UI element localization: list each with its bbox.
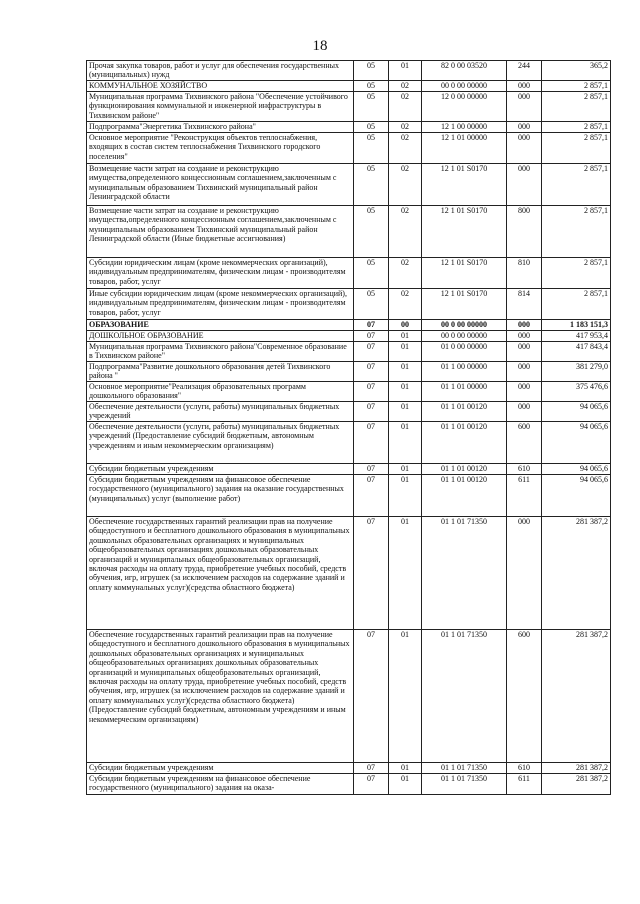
cell-name: Прочая закупка товаров, работ и услуг для обеспечения государственных (муниципальных) нужд [87, 61, 354, 81]
cell-subsection: 01 [389, 517, 422, 630]
cell-expense-type: 000 [507, 81, 542, 92]
cell-name: Основное мероприятие "Реконструкция объектов теплоснабжения, входящих в состав систем теплоснабжения Тихвинского городского поселения" [87, 133, 354, 164]
table-row [87, 81, 611, 92]
cell-expense-type: 610 [507, 763, 542, 774]
cell-amount: 281 387,2 [542, 763, 611, 774]
cell-amount: 2 857,1 [542, 258, 611, 289]
cell-name: Обеспечение государственных гарантий реализации прав на получение общедоступного и бесплатного дошкольного образования в муниципальных дошкольных образовательных организациях и муниципальных общеобразовательных организациях дошкольных образовательных организаций и муниципальных общеобразовательных организаций, включая расходы на оплату труда, приобретение учебных пособий, средств обучения, игр, игрушек (за исключением расходов на содержание зданий и оплату коммунальных услуг)(средства областного бюджета) [87, 517, 354, 630]
cell-subsection: 02 [389, 81, 422, 92]
cell-target-item: 12 0 00 00000 [422, 92, 507, 122]
cell-section: 05 [354, 81, 389, 92]
cell-expense-type: 000 [507, 342, 542, 362]
budget-table [86, 60, 611, 795]
cell-expense-type: 611 [507, 475, 542, 517]
cell-amount: 94 065,6 [542, 475, 611, 517]
cell-name: Обеспечение деятельности (услуги, работы) муниципальных бюджетных учреждений [87, 402, 354, 422]
cell-amount: 417 953,4 [542, 331, 611, 342]
cell-target-item: 01 1 01 00120 [422, 475, 507, 517]
budget-table-body [87, 61, 611, 795]
cell-name: Муниципальная программа Тихвинского района"Современное образование в Тихвинском районе" [87, 342, 354, 362]
cell-target-item: 01 1 01 00000 [422, 382, 507, 402]
cell-subsection: 01 [389, 331, 422, 342]
cell-subsection: 01 [389, 422, 422, 464]
cell-target-item: 00 0 00 00000 [422, 331, 507, 342]
cell-section: 05 [354, 289, 389, 320]
cell-expense-type: 000 [507, 320, 542, 331]
cell-subsection: 01 [389, 362, 422, 382]
cell-expense-type: 000 [507, 92, 542, 122]
cell-section: 07 [354, 382, 389, 402]
cell-subsection: 01 [389, 630, 422, 763]
cell-name: Субсидии юридическим лицам (кроме некоммерческих организаций), индивидуальным предпринимателям, физическим лицам - производителям товаров, работ, услуг [87, 258, 354, 289]
cell-section: 07 [354, 763, 389, 774]
cell-subsection: 02 [389, 258, 422, 289]
cell-subsection: 02 [389, 164, 422, 206]
table-row [87, 164, 611, 206]
cell-amount: 281 387,2 [542, 774, 611, 795]
cell-amount: 2 857,1 [542, 81, 611, 92]
cell-expense-type: 000 [507, 402, 542, 422]
cell-target-item: 01 1 01 00120 [422, 402, 507, 422]
table-row [87, 475, 611, 517]
cell-section: 05 [354, 133, 389, 164]
page-number: 18 [312, 38, 328, 54]
cell-section: 05 [354, 122, 389, 133]
cell-target-item: 01 1 01 71350 [422, 774, 507, 795]
cell-section: 07 [354, 630, 389, 763]
table-row [87, 206, 611, 258]
table-row [87, 763, 611, 774]
cell-subsection: 01 [389, 475, 422, 517]
cell-expense-type: 814 [507, 289, 542, 320]
cell-expense-type: 000 [507, 122, 542, 133]
table-row [87, 92, 611, 122]
cell-subsection: 01 [389, 774, 422, 795]
cell-section: 05 [354, 92, 389, 122]
cell-subsection: 00 [389, 320, 422, 331]
cell-target-item: 01 1 01 71350 [422, 763, 507, 774]
cell-target-item: 12 1 01 S0170 [422, 164, 507, 206]
cell-expense-type: 000 [507, 133, 542, 164]
cell-amount: 2 857,1 [542, 164, 611, 206]
cell-subsection: 01 [389, 763, 422, 774]
cell-name: Подпрограмма"Энергетика Тихвинского района" [87, 122, 354, 133]
cell-expense-type: 800 [507, 206, 542, 258]
cell-target-item: 01 1 01 00120 [422, 422, 507, 464]
table-row [87, 422, 611, 464]
table-row [87, 133, 611, 164]
cell-expense-type: 611 [507, 774, 542, 795]
cell-section: 05 [354, 61, 389, 81]
cell-target-item: 01 1 01 71350 [422, 630, 507, 763]
table-row [87, 630, 611, 763]
cell-target-item: 12 1 01 S0170 [422, 258, 507, 289]
cell-target-item: 12 1 01 S0170 [422, 289, 507, 320]
table-row [87, 342, 611, 362]
cell-amount: 94 065,6 [542, 402, 611, 422]
table-row [87, 382, 611, 402]
cell-expense-type: 600 [507, 422, 542, 464]
cell-target-item: 01 1 01 00120 [422, 464, 507, 475]
cell-target-item: 01 0 00 00000 [422, 342, 507, 362]
cell-section: 07 [354, 464, 389, 475]
cell-target-item: 01 1 00 00000 [422, 362, 507, 382]
cell-section: 07 [354, 342, 389, 362]
cell-amount: 2 857,1 [542, 92, 611, 122]
cell-section: 05 [354, 164, 389, 206]
table-row [87, 464, 611, 475]
cell-section: 07 [354, 320, 389, 331]
cell-amount: 94 065,6 [542, 464, 611, 475]
cell-subsection: 02 [389, 92, 422, 122]
cell-amount: 2 857,1 [542, 122, 611, 133]
cell-amount: 365,2 [542, 61, 611, 81]
cell-amount: 2 857,1 [542, 206, 611, 258]
cell-amount: 381 279,0 [542, 362, 611, 382]
cell-section: 07 [354, 402, 389, 422]
cell-amount: 94 065,6 [542, 422, 611, 464]
cell-name: ОБРАЗОВАНИЕ [87, 320, 354, 331]
cell-name: Субсидии бюджетным учреждениям на финансовое обеспечение государственного (муниципального) задания на оказание государственных (муниципальных) услуг (выполнение работ) [87, 475, 354, 517]
cell-expense-type: 810 [507, 258, 542, 289]
cell-expense-type: 600 [507, 630, 542, 763]
cell-subsection: 02 [389, 206, 422, 258]
cell-name: ДОШКОЛЬНОЕ ОБРАЗОВАНИЕ [87, 331, 354, 342]
table-row [87, 61, 611, 81]
cell-name: Муниципальная программа Тихвинского района "Обеспечение устойчивого функционирования коммунальной и инженерной инфраструктуры в Тихвинском районе" [87, 92, 354, 122]
cell-target-item: 01 1 01 71350 [422, 517, 507, 630]
cell-target-item: 00 0 00 00000 [422, 81, 507, 92]
cell-subsection: 02 [389, 133, 422, 164]
cell-subsection: 01 [389, 402, 422, 422]
cell-name: Обеспечение деятельности (услуги, работы) муниципальных бюджетных учреждений (Предоставление субсидий бюджетным, автономным учреждениям и иным некоммерческим организациям) [87, 422, 354, 464]
cell-section: 07 [354, 774, 389, 795]
cell-expense-type: 610 [507, 464, 542, 475]
cell-section: 05 [354, 206, 389, 258]
table-row [87, 517, 611, 630]
cell-name: Иные субсидии юридическим лицам (кроме некоммерческих организаций), индивидуальным предпринимателям, физическим лицам - производителям товаров, работ, услуг [87, 289, 354, 320]
cell-amount: 2 857,1 [542, 289, 611, 320]
cell-name: Субсидии бюджетным учреждениям на финансовое обеспечение государственного (муниципального) задания на оказа- [87, 774, 354, 795]
cell-expense-type: 000 [507, 382, 542, 402]
table-row [87, 362, 611, 382]
cell-target-item: 12 1 01 00000 [422, 133, 507, 164]
cell-name: Подпрограмма"Развитие дошкольного образования детей Тихвинского района " [87, 362, 354, 382]
cell-section: 07 [354, 517, 389, 630]
table-row [87, 320, 611, 331]
cell-section: 07 [354, 362, 389, 382]
cell-amount: 2 857,1 [542, 133, 611, 164]
cell-section: 07 [354, 475, 389, 517]
cell-name: КОММУНАЛЬНОЕ ХОЗЯЙСТВО [87, 81, 354, 92]
cell-expense-type: 000 [507, 362, 542, 382]
cell-amount: 281 387,2 [542, 517, 611, 630]
cell-name: Возмещение части затрат на создание и реконструкцию имущества,определенного концессионным соглашением,заключенным с муниципальным образованием Тихвинский муниципальный район Ленинградской области (Иные бюджетные ассигнования) [87, 206, 354, 258]
cell-expense-type: 000 [507, 164, 542, 206]
table-row [87, 402, 611, 422]
cell-amount: 375 476,6 [542, 382, 611, 402]
table-row [87, 258, 611, 289]
cell-name: Субсидии бюджетным учреждениям [87, 763, 354, 774]
cell-subsection: 01 [389, 61, 422, 81]
cell-expense-type: 000 [507, 331, 542, 342]
cell-target-item: 12 1 00 00000 [422, 122, 507, 133]
cell-amount: 1 183 151,3 [542, 320, 611, 331]
cell-subsection: 01 [389, 464, 422, 475]
cell-name: Субсидии бюджетным учреждениям [87, 464, 354, 475]
cell-subsection: 01 [389, 382, 422, 402]
cell-expense-type: 000 [507, 517, 542, 630]
cell-subsection: 02 [389, 289, 422, 320]
cell-subsection: 01 [389, 342, 422, 362]
cell-target-item: 00 0 00 00000 [422, 320, 507, 331]
cell-expense-type: 244 [507, 61, 542, 81]
table-row [87, 122, 611, 133]
cell-amount: 281 387,2 [542, 630, 611, 763]
table-row [87, 774, 611, 795]
cell-section: 05 [354, 258, 389, 289]
cell-section: 07 [354, 331, 389, 342]
cell-section: 07 [354, 422, 389, 464]
table-row [87, 331, 611, 342]
table-row [87, 289, 611, 320]
cell-subsection: 02 [389, 122, 422, 133]
cell-name: Обеспечение государственных гарантий реализации прав на получение общедоступного и бесплатного дошкольного образования в муниципальных дошкольных образовательных организациях и муниципальных общеобразовательных организациях дошкольных образовательных организаций и муниципальных общеобразовательных организаций, включая расходы на оплату труда, приобретение учебных пособий, средств обучения, игр, игрушек (за исключением расходов на содержание зданий и оплату коммунальных услуг)(средства областного бюджета) (Предоставление субсидий бюджетным, автономным учреждениям и иным некоммерческим организациям) [87, 630, 354, 763]
cell-target-item: 12 1 01 S0170 [422, 206, 507, 258]
cell-amount: 417 843,4 [542, 342, 611, 362]
cell-name: Основное мероприятие"Реализация образовательных программ дошкольного образования" [87, 382, 354, 402]
cell-target-item: 82 0 00 03520 [422, 61, 507, 81]
cell-name: Возмещение части затрат на создание и реконструкцию имущества,определенного концессионным соглашением,заключенным с муниципальным образованием Тихвинский муниципальный район Ленинградской области [87, 164, 354, 206]
